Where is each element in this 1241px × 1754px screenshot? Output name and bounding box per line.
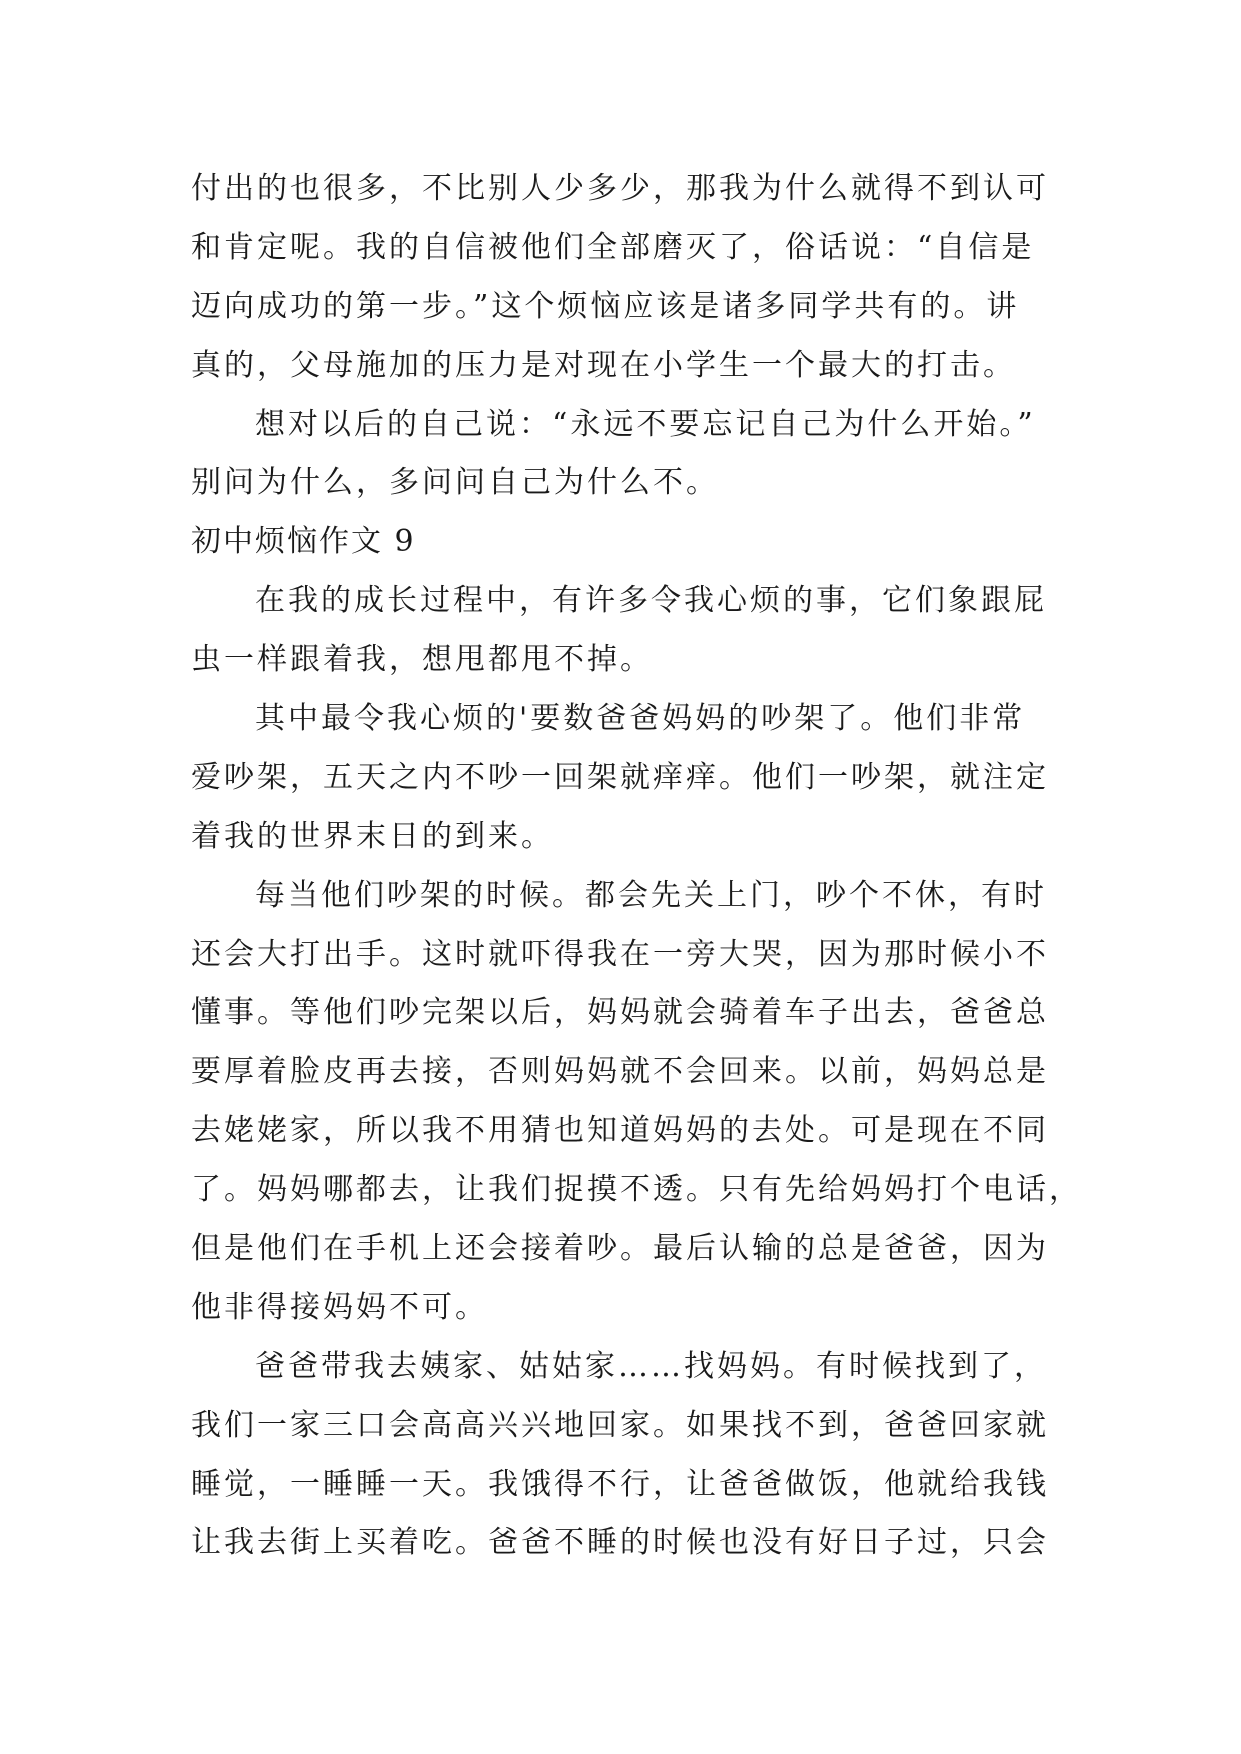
paragraph xyxy=(191,160,1051,396)
text-line: 别问为什么，多问问自己为什么不。 xyxy=(191,465,719,501)
text-line: 在我的成长过程中，有许多令我心烦的事，它们象跟屁 xyxy=(255,583,1047,619)
paragraph xyxy=(191,867,1082,1338)
paragraph xyxy=(191,572,1051,690)
text-line: 让我去街上买着吃。爸爸不睡的时候也没有好日子过，只会 xyxy=(191,1525,1049,1561)
text-line: 爱吵架，五天之内不吵一回架就痒痒。他们一吵架，就注定 xyxy=(191,759,1049,795)
document-body xyxy=(191,160,1082,1573)
paragraph xyxy=(191,1338,1051,1574)
text-line: 去姥姥家，所以我不用猜也知道妈妈的去处。可是现在不同 xyxy=(191,1113,1049,1149)
text-line: 还会大打出手。这时就吓得我在一旁大哭，因为那时候小不 xyxy=(191,936,1049,972)
text-line: 懂事。等他们吵完架以后，妈妈就会骑着车子出去，爸爸总 xyxy=(191,995,1049,1031)
text-line: 睡觉，一睡睡一天。我饿得不行，让爸爸做饭，他就给我钱 xyxy=(191,1466,1049,1502)
heading-text: 初中烦恼作文 9 xyxy=(191,524,416,560)
text-line: 想对以后的自己说：“永远不要忘记自己为什么开始。” xyxy=(255,406,1036,442)
text-line: 我们一家三口会高高兴兴地回家。如果找不到，爸爸回家就 xyxy=(191,1407,1049,1443)
text-line: 其中最令我心烦的'要数爸爸妈妈的吵架了。他们非常 xyxy=(255,701,1026,737)
text-line: 迈向成功的第一步。”这个烦恼应该是诸多同学共有的。讲 xyxy=(191,288,1020,324)
text-line: 真的，父母施加的压力是对现在小学生一个最大的打击。 xyxy=(191,347,1016,383)
text-line: 要厚着脸皮再去接，否则妈妈就不会回来。以前，妈妈总是 xyxy=(191,1054,1049,1090)
text-line: 着我的世界末日的到来。 xyxy=(191,818,554,854)
text-line: 虫一样跟着我，想甩都甩不掉。 xyxy=(191,642,653,678)
text-line: 和肯定呢。我的自信被他们全部磨灭了，俗话说：“自信是 xyxy=(191,229,1035,265)
text-line: 每当他们吵架的时候。都会先关上门，吵个不休，有时 xyxy=(255,877,1047,913)
paragraph xyxy=(191,690,1051,867)
text-line: 了。妈妈哪都去，让我们捉摸不透。只有先给妈妈打个电话， xyxy=(191,1172,1082,1208)
paragraph xyxy=(191,396,1051,514)
text-line: 爸爸带我去姨家、姑姑家……找妈妈。有时候找到了， xyxy=(255,1348,1047,1384)
text-line: 付出的也很多，不比别人少多少，那我为什么就得不到认可 xyxy=(191,171,1049,206)
text-line: 但是他们在手机上还会接着吵。最后认输的总是爸爸，因为 xyxy=(191,1231,1049,1267)
text-line: 他非得接妈妈不可。 xyxy=(191,1289,488,1325)
section-heading xyxy=(191,513,1051,572)
